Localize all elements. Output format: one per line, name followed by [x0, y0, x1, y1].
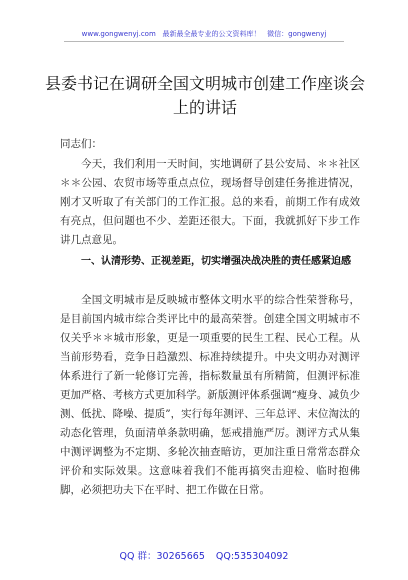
footer-qq-group: QQ 群：30265665 [119, 551, 205, 562]
footer-qq: QQ:535304092 [215, 551, 289, 562]
header-slogan: 最新最全最专业的公文资料库！ [162, 30, 261, 38]
paragraph-intro: 今天，我们利用一天时间，实地调研了县公安局、＊＊社区＊＊公园、农贸市场等重点点位，现场督导创建任务推进情况，刚才又听取了有关部门的工作汇报。总的来看，前期工作有成效有亮点，但问题也不少、差距还很大。下面，我就抓好下步工作讲几点意见。 [60, 158, 360, 246]
page-footer [0, 548, 408, 562]
page-header [0, 29, 408, 39]
document-title: 县委书记在调研全国文明城市创建工作座谈会上的讲话 [44, 74, 365, 117]
header-wechat: 微信：gongwenyj [267, 30, 327, 38]
header-divider [64, 41, 344, 42]
salutation: 同志们： [60, 138, 102, 150]
header-site-link[interactable]: www.gongwenyj.com [81, 30, 156, 38]
paragraph-section-1: 全国文明城市是反映城市整体文明水平的综合性荣誉称号，是目前国内城市综合类评比中的最高荣誉。创建全国文明城市不仅关乎＊＊城市形象，更是一项重要的民生工程、民心工程。从当前形势看，竞争日趋激烈、标准持续提升。中央文明办对测评体系进行了新一轮修订完善，指标数量虽有所精简，但测评标准更加严格、考核方式更加科学。新版测评体系强调“瘦身、减负少测、低扰、降噪、提质”，实行每年测评、三年总评、末位淘汰的动态化管理，负面清单条款明确，惩戒措施严厉。测评方式从集中测评调整为不定期、多轮次抽查暗访，更加注重日常常态群众评价和实际效果。这意味着我们不能再搞突击迎检、临时抱佛脚，必须把功夫下在平时、把工作做在日常。 [60, 294, 360, 496]
section-heading-1: 一、认清形势、正视差距，切实增强决战决胜的责任感紧迫感 [81, 256, 351, 267]
